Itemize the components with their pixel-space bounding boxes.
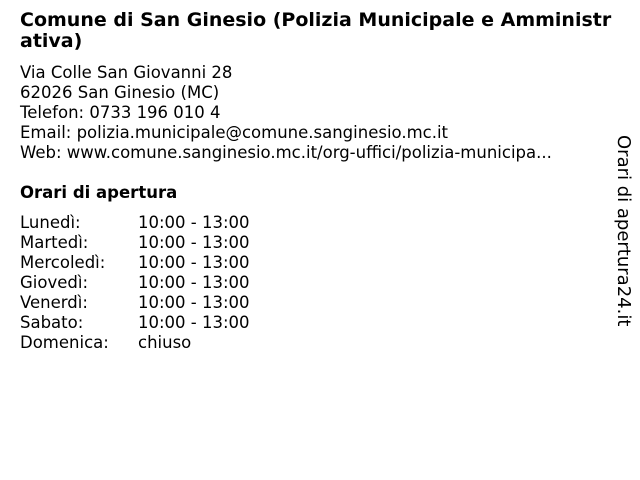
opening-hours-heading: Orari di apertura: [20, 183, 178, 202]
day-label: Giovedì:: [20, 273, 88, 292]
day-label: Domenica:: [20, 333, 109, 352]
day-hours: 10:00 - 13:00: [138, 253, 250, 272]
contact-info: [20, 63, 552, 163]
day-hours: 10:00 - 13:00: [138, 233, 250, 252]
page-title: Comune di San Ginesio (Polizia Municipale e Amministrativa): [20, 9, 612, 52]
day-label: Martedì:: [20, 233, 89, 252]
day-label: Lunedì:: [20, 213, 81, 232]
hours-row-sunday: [20, 333, 250, 353]
opening-hours-table: [20, 213, 250, 353]
hours-row-thursday: [20, 273, 250, 293]
hours-row-saturday: [20, 313, 250, 333]
hours-row-wednesday: [20, 253, 250, 273]
website-link: Web: www.comune.sanginesio.mc.it/org-uffici/polizia-municipa...: [20, 143, 552, 162]
hours-row-tuesday: [20, 233, 250, 253]
address-city: 62026 San Ginesio (MC): [20, 83, 220, 102]
day-label: Sabato:: [20, 313, 84, 332]
site-watermark: Orari di apertura24.it: [613, 135, 634, 327]
day-hours: 10:00 - 13:00: [138, 213, 250, 232]
day-hours: 10:00 - 13:00: [138, 273, 250, 292]
hours-row-friday: [20, 293, 250, 313]
hours-row-monday: [20, 213, 250, 233]
phone-number: Telefon: 0733 196 010 4: [20, 103, 221, 122]
day-label: Venerdì:: [20, 293, 88, 312]
day-hours: 10:00 - 13:00: [138, 293, 250, 312]
email-address: Email: polizia.municipale@comune.sanginesio.mc.it: [20, 123, 449, 142]
day-hours: chiuso: [138, 333, 192, 352]
address-street: Via Colle San Giovanni 28: [20, 63, 233, 82]
day-label: Mercoledì:: [20, 253, 106, 272]
day-hours: 10:00 - 13:00: [138, 313, 250, 332]
